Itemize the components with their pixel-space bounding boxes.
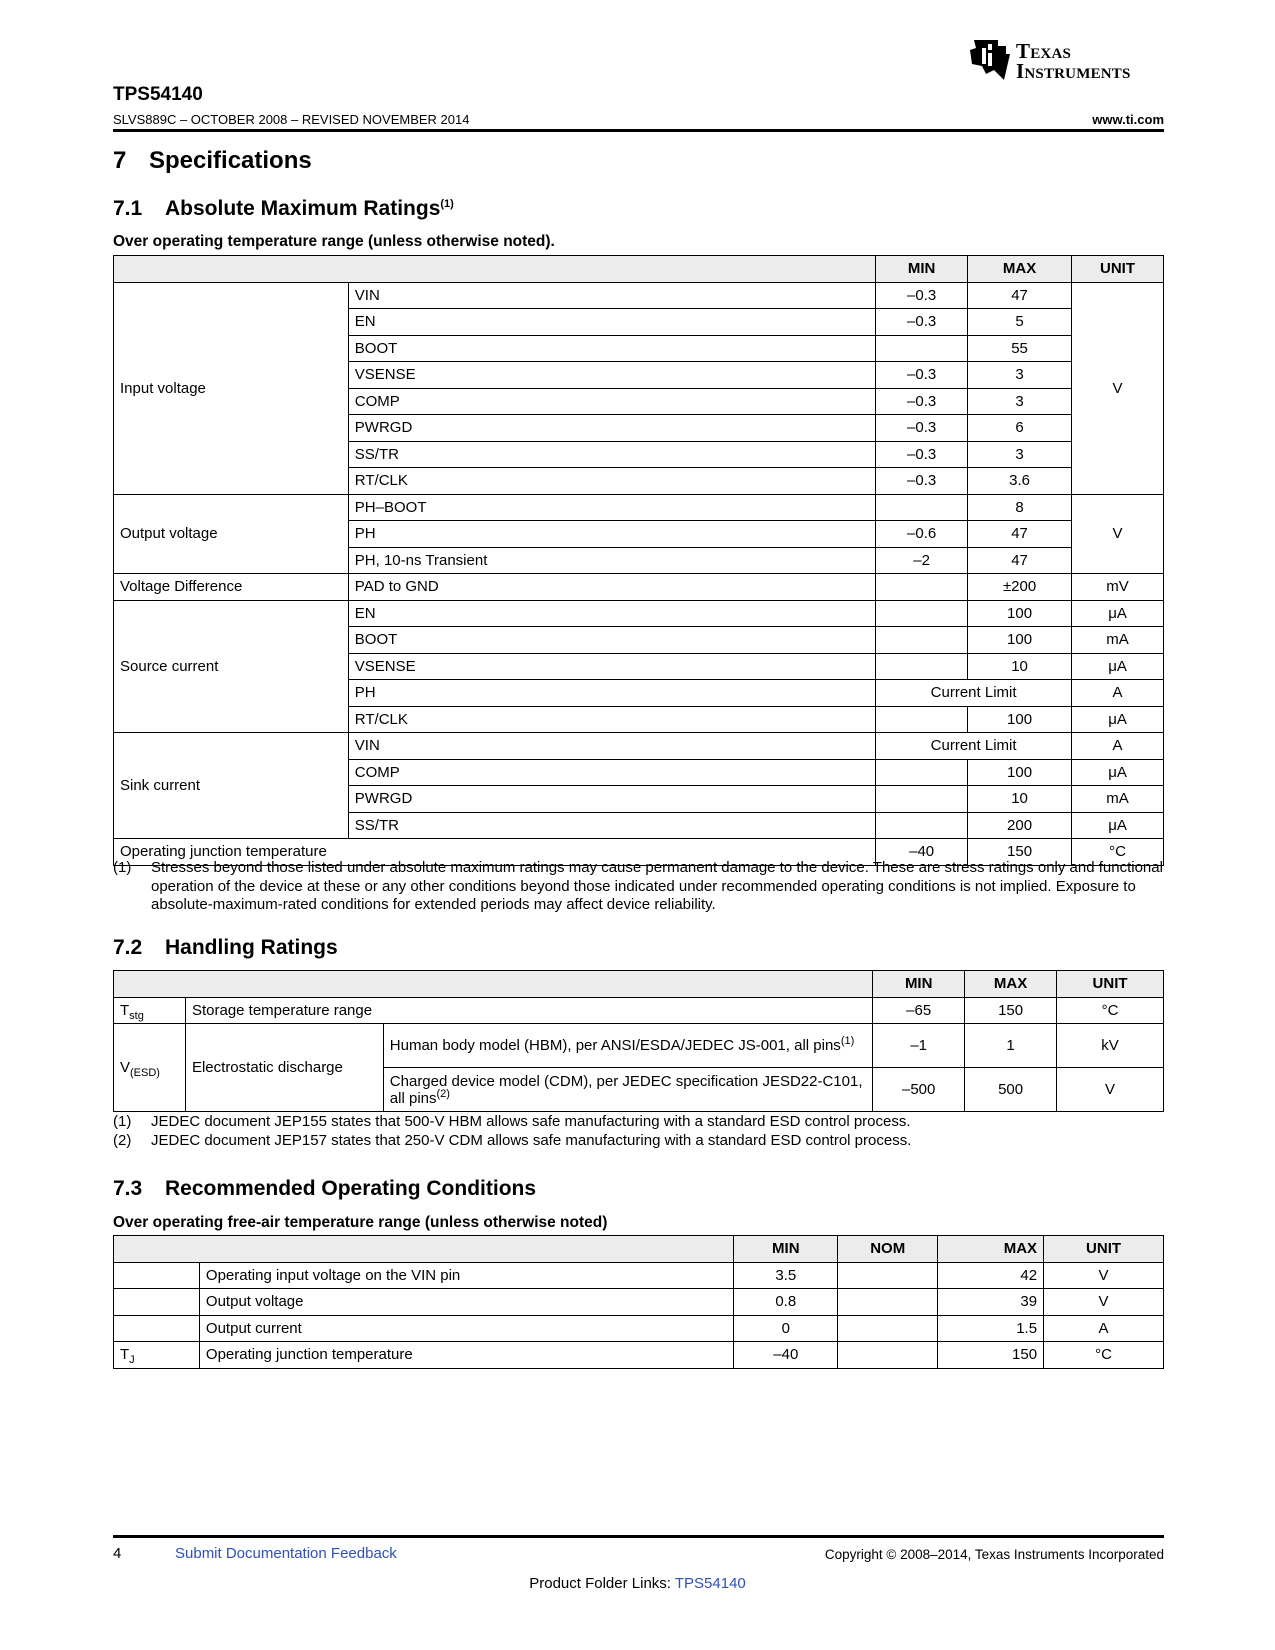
- section-number: 7.3: [113, 1177, 143, 1200]
- cell-max: 47: [968, 521, 1072, 548]
- param-name: COMP: [348, 388, 875, 415]
- symbol-cell: [114, 1342, 200, 1369]
- page-number: 4: [113, 1545, 122, 1562]
- section-number: 7: [113, 147, 127, 174]
- cell-unit: °C: [1057, 997, 1164, 1024]
- table-row: [114, 1342, 1164, 1369]
- cell-min: –0.3: [876, 441, 968, 468]
- param-name: EN: [348, 309, 875, 336]
- cell-max: 10: [968, 653, 1072, 680]
- cell-unit: μA: [1072, 653, 1164, 680]
- cell-max: 47: [968, 547, 1072, 574]
- footnote: [113, 1132, 1163, 1151]
- cell-unit: kV: [1057, 1024, 1164, 1068]
- section-number: 7.1: [113, 197, 143, 220]
- cell-min: [876, 706, 968, 733]
- header-nom: NOM: [838, 1236, 938, 1263]
- cell-max: 3: [968, 441, 1072, 468]
- table-header-row: [114, 256, 1164, 283]
- product-folder-links: [0, 1575, 1275, 1592]
- cell-min: [876, 494, 968, 521]
- cell-max: 100: [968, 706, 1072, 733]
- cell-unit: V: [1057, 1068, 1164, 1112]
- footnote-ref: (2): [436, 1087, 450, 1100]
- symbol-cell: [114, 1289, 200, 1316]
- cell-min: [876, 335, 968, 362]
- table-header-row: [114, 971, 1164, 998]
- table-header-row: [114, 1236, 1164, 1263]
- folder-label: Product Folder Links:: [529, 1575, 675, 1592]
- section-7-heading: [113, 147, 312, 175]
- param-name: PH: [348, 680, 875, 707]
- handling-ratings-table: [113, 970, 1164, 1112]
- cell-unit: μA: [1072, 600, 1164, 627]
- cell-max: 3.6: [968, 468, 1072, 495]
- cell-unit: A: [1072, 733, 1164, 760]
- footnote-ref: (1): [440, 198, 454, 210]
- table-body: [114, 282, 1164, 865]
- cell-unit: μA: [1072, 706, 1164, 733]
- absolute-max-ratings-table: [113, 255, 1164, 866]
- cell-max: 200: [968, 812, 1072, 839]
- cell-max: 100: [968, 600, 1072, 627]
- cell-unit: V: [1044, 1289, 1164, 1316]
- param-name: VSENSE: [348, 362, 875, 389]
- table-row: [114, 282, 1164, 309]
- header-rule: [113, 129, 1164, 132]
- section-71-heading: [113, 197, 454, 221]
- ti-logo-icon: [968, 36, 1012, 82]
- cell-max: 1.5: [938, 1315, 1044, 1342]
- cell-max: 1: [965, 1024, 1057, 1068]
- cell-unit: mA: [1072, 786, 1164, 813]
- product-folder-link[interactable]: TPS54140: [674, 1575, 746, 1592]
- param-name: SS/TR: [348, 812, 875, 839]
- cell-unit: °C: [1072, 839, 1164, 866]
- cell-unit: °C: [1044, 1342, 1164, 1369]
- section-number: 7.2: [113, 936, 143, 959]
- param-name: PH: [348, 521, 875, 548]
- footnote-text: JEDEC document JEP157 states that 250-V CDM allows safe manufacturing with a standard ESD control process.: [151, 1131, 912, 1149]
- header-blank: [114, 1236, 734, 1263]
- cell-min: –500: [873, 1068, 965, 1112]
- symbol-sub: stg: [129, 1009, 144, 1022]
- doc-revision: SLVS889C – OCTOBER 2008 – REVISED NOVEMBER 2014: [113, 112, 470, 127]
- logo-line-2: Instruments: [1016, 59, 1131, 83]
- cell-max: 10: [968, 786, 1072, 813]
- footnote: [113, 859, 1163, 915]
- param-label: Operating input voltage on the VIN pin: [199, 1262, 733, 1289]
- param-label: Electrostatic discharge: [185, 1024, 383, 1112]
- cell-unit: V: [1072, 282, 1164, 494]
- param-label: Output voltage: [199, 1289, 733, 1316]
- s71-condition: Over operating temperature range (unless otherwise noted).: [113, 233, 555, 250]
- header-max: MAX: [968, 256, 1072, 283]
- cell-max: 150: [968, 839, 1072, 866]
- section-title: Absolute Maximum Ratings: [165, 197, 441, 220]
- param-name: PAD to GND: [348, 574, 875, 601]
- submit-feedback-link[interactable]: Submit Documentation Feedback: [175, 1545, 397, 1562]
- cell-max: 3: [968, 388, 1072, 415]
- section-title: Specifications: [149, 147, 312, 174]
- param-label: Output current: [199, 1315, 733, 1342]
- table-row: [114, 1315, 1164, 1342]
- cell-nom: [838, 1315, 938, 1342]
- table-row: [114, 494, 1164, 521]
- cell-nom: [838, 1262, 938, 1289]
- table-row: [114, 1289, 1164, 1316]
- cell-span: Current Limit: [876, 680, 1072, 707]
- footnote-number: (1): [113, 859, 132, 876]
- cell-unit: μA: [1072, 759, 1164, 786]
- param-label: Operating junction temperature: [114, 839, 876, 866]
- section-73-heading: [113, 1177, 536, 1201]
- copyright: Copyright © 2008–2014, Texas Instruments Incorporated: [824, 1547, 1164, 1562]
- param-name: VIN: [348, 282, 875, 309]
- esd-cdm-text: [383, 1068, 872, 1112]
- header-blank: [114, 256, 876, 283]
- group-label: Voltage Difference: [114, 574, 349, 601]
- symbol: V: [120, 1059, 131, 1076]
- esd-hbm-text: [383, 1024, 872, 1068]
- cell-min: –0.6: [876, 521, 968, 548]
- section-72-heading: [113, 936, 338, 960]
- footer-rule: [113, 1535, 1164, 1538]
- symbol-sub: (ESD): [130, 1067, 160, 1079]
- cell-min: –0.3: [876, 415, 968, 442]
- doc-website[interactable]: www.ti.com: [1092, 112, 1164, 127]
- header-unit: UNIT: [1044, 1236, 1164, 1263]
- footnote-ref: (1): [840, 1035, 855, 1047]
- group-label: Sink current: [114, 733, 349, 839]
- section-title: Handling Ratings: [165, 936, 338, 959]
- cell-min: [876, 759, 968, 786]
- symbol-esd: [114, 1024, 186, 1112]
- cell-max: 100: [968, 759, 1072, 786]
- cell-max: 500: [965, 1068, 1057, 1112]
- symbol-cell: [114, 1315, 200, 1342]
- cell-unit: A: [1072, 680, 1164, 707]
- cell-text: Human body model (HBM), per ANSI/ESDA/JEDEC JS-001, all pins: [389, 1037, 841, 1054]
- cell-min: –0.3: [876, 282, 968, 309]
- footnote: [113, 1113, 1163, 1132]
- param-name: PH, 10-ns Transient: [348, 547, 875, 574]
- cell-unit: V: [1072, 494, 1164, 574]
- cell-min: –40: [876, 839, 968, 866]
- cell-min: –40: [734, 1342, 838, 1369]
- cell-min: –2: [876, 547, 968, 574]
- cell-max: 47: [968, 282, 1072, 309]
- cell-max: 5: [968, 309, 1072, 336]
- symbol: T: [120, 1001, 130, 1019]
- s71-notes: [113, 859, 1163, 915]
- section-title: Recommended Operating Conditions: [165, 1177, 537, 1200]
- cell-nom: [838, 1342, 938, 1369]
- cell-min: [876, 812, 968, 839]
- cell-max: ±200: [968, 574, 1072, 601]
- s72-notes: [113, 1113, 1163, 1150]
- cell-unit: mA: [1072, 627, 1164, 654]
- cell-max: 100: [968, 627, 1072, 654]
- cell-max: 150: [965, 997, 1057, 1024]
- param-label: Operating junction temperature: [199, 1342, 733, 1369]
- param-name: RT/CLK: [348, 468, 875, 495]
- footnote-text: Stresses beyond those listed under absolute maximum ratings may cause permanent damage to the device. These are stress ratings only and functional operation of the device at these or any other conditions beyond those indicated under recommended operating conditions is not implied. Exposure to absolute-maximum-rated conditions for extended periods may affect device reliability.: [151, 859, 1163, 913]
- group-label: Output voltage: [114, 494, 349, 574]
- param-label: Storage temperature range: [185, 997, 872, 1024]
- cell-max: 150: [938, 1342, 1044, 1369]
- logo-line-1: Texas: [1016, 39, 1072, 63]
- cell-min: [876, 574, 968, 601]
- param-name: PH–BOOT: [348, 494, 875, 521]
- symbol-sub: J: [129, 1354, 135, 1367]
- table-row: [114, 733, 1164, 760]
- cell-min: 0.8: [734, 1289, 838, 1316]
- table-row: [114, 1262, 1164, 1289]
- cell-min: –0.3: [876, 388, 968, 415]
- symbol-cell: [114, 1262, 200, 1289]
- footnote-text: JEDEC document JEP155 states that 500-V HBM allows safe manufacturing with a standard ESD control process.: [151, 1113, 911, 1130]
- recommended-conditions-table: [113, 1235, 1164, 1369]
- ti-logo: [968, 36, 1168, 86]
- cell-min: –0.3: [876, 309, 968, 336]
- param-name: PWRGD: [348, 786, 875, 813]
- ti-logo-text: [1016, 41, 1131, 81]
- param-name: RT/CLK: [348, 706, 875, 733]
- cell-min: [876, 627, 968, 654]
- cell-min: –0.3: [876, 468, 968, 495]
- param-name: PWRGD: [348, 415, 875, 442]
- param-name: BOOT: [348, 627, 875, 654]
- param-name: EN: [348, 600, 875, 627]
- s73-condition: Over operating free-air temperature range (unless otherwise noted): [113, 1214, 608, 1231]
- cell-unit: μA: [1072, 812, 1164, 839]
- cell-text: Charged device model (CDM), per JEDEC specification JESD22-C101, all pins: [389, 1072, 863, 1107]
- cell-unit: V: [1044, 1262, 1164, 1289]
- header-blank: [114, 971, 873, 998]
- cell-max: 39: [938, 1289, 1044, 1316]
- symbol-tstg: [114, 997, 186, 1024]
- cell-max: 3: [968, 362, 1072, 389]
- cell-unit: mV: [1072, 574, 1164, 601]
- table-row-esd-hbm: [114, 1024, 1164, 1068]
- header-min: MIN: [873, 971, 965, 998]
- symbol: T: [120, 1346, 130, 1364]
- cell-min: 3.5: [734, 1262, 838, 1289]
- cell-min: [876, 653, 968, 680]
- cell-min: 0: [734, 1315, 838, 1342]
- param-name: SS/TR: [348, 441, 875, 468]
- cell-min: –1: [873, 1024, 965, 1068]
- table-body: [114, 1262, 1164, 1368]
- cell-nom: [838, 1289, 938, 1316]
- group-label: Source current: [114, 600, 349, 733]
- table-row: [114, 574, 1164, 601]
- param-name: VIN: [348, 733, 875, 760]
- cell-unit: A: [1044, 1315, 1164, 1342]
- cell-span: Current Limit: [876, 733, 1072, 760]
- header-min: MIN: [876, 256, 968, 283]
- table-row-tstg: [114, 997, 1164, 1024]
- cell-min: –0.3: [876, 362, 968, 389]
- footnote-number: (2): [113, 1131, 132, 1149]
- param-name: BOOT: [348, 335, 875, 362]
- param-name: VSENSE: [348, 653, 875, 680]
- cell-min: [876, 600, 968, 627]
- header-unit: UNIT: [1072, 256, 1164, 283]
- doc-title: TPS54140: [113, 84, 203, 105]
- group-label: Input voltage: [114, 282, 349, 494]
- param-name: COMP: [348, 759, 875, 786]
- cell-max: 6: [968, 415, 1072, 442]
- table-row: [114, 600, 1164, 627]
- header-min: MIN: [734, 1236, 838, 1263]
- cell-max: 42: [938, 1262, 1044, 1289]
- header-max: MAX: [938, 1236, 1044, 1263]
- cell-min: [876, 786, 968, 813]
- cell-min: –65: [873, 997, 965, 1024]
- header-max: MAX: [965, 971, 1057, 998]
- cell-max: 8: [968, 494, 1072, 521]
- header-unit: UNIT: [1057, 971, 1164, 998]
- footnote-number: (1): [113, 1113, 132, 1130]
- cell-max: 55: [968, 335, 1072, 362]
